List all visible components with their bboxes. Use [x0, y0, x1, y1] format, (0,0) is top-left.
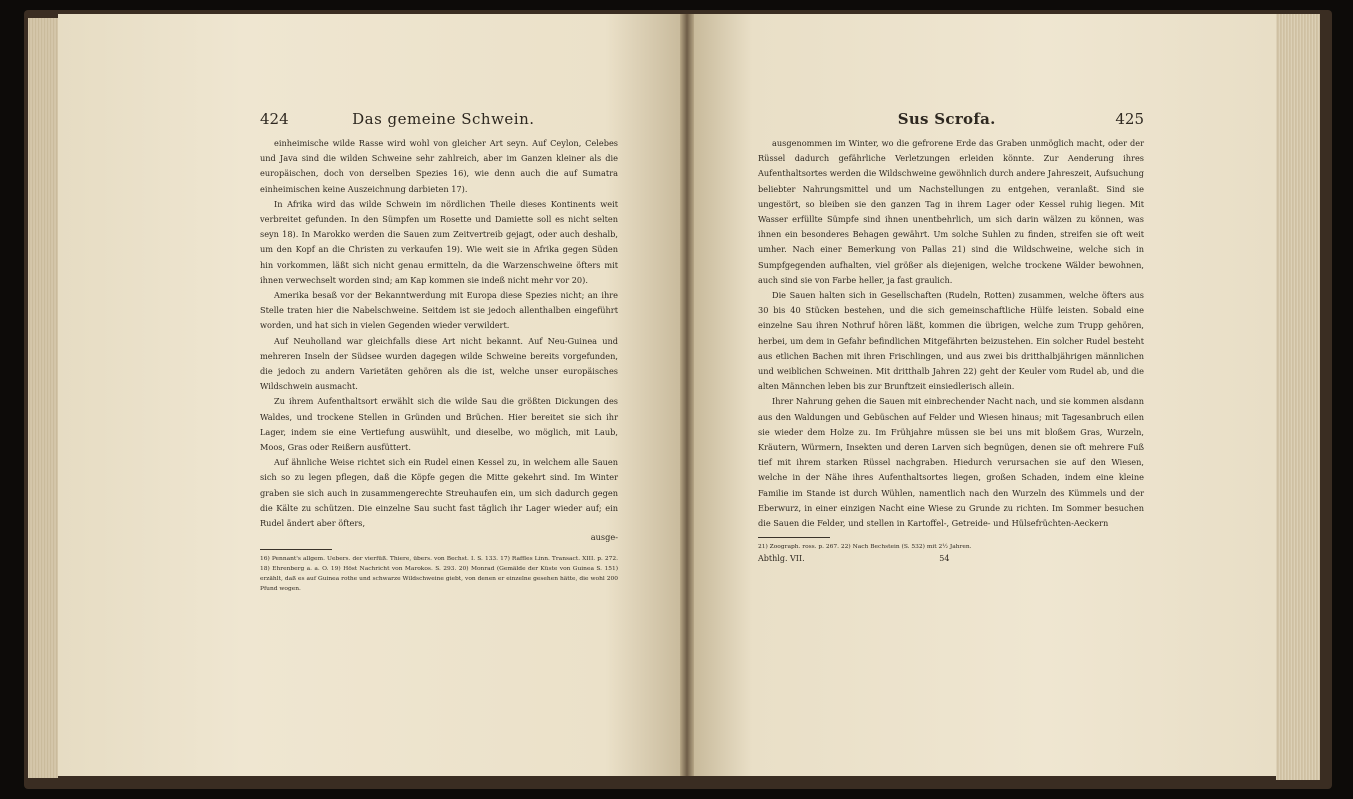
page-edges-right: [1276, 14, 1320, 780]
running-title: Das gemeine Schwein.: [352, 110, 535, 128]
page-edges-left: [28, 18, 58, 778]
right-footnotes: [758, 542, 1144, 552]
sheet-number: 54: [939, 554, 950, 564]
signature: Abthlg. VII.: [758, 554, 805, 564]
paragraph: Amerika besaß vor der Bekanntwerdung mit Europa diese Spezies nicht; an ihre Stelle traten hier die Nabelschweine. Seitdem ist sie jedoch allenthalben eingeführt worden, und hat sich in vielen Gegenden wieder verwildert.: [260, 290, 618, 331]
left-page-header: [260, 110, 618, 128]
paragraph: einheimische wilde Rasse wird wohl von gleicher Art seyn. Auf Ceylon, Celebes und Java sind die wilden Schweine sehr zahlreich, aber im Ganzen kleiner als die europäischen, doch von derselben Spezies 16), wie denn auch die auf Sumatra einheimischen keine Auszeichnung darbieten 17).: [260, 138, 618, 194]
footnote-rule: [260, 549, 332, 550]
right-page-body: [758, 136, 1144, 531]
paragraph: Zu ihrem Aufenthaltsort erwählt sich die wilde Sau die größten Dickungen des Waldes, und trockene Stellen in Gründen und Brüchen. Hier bereitet sie sich ihr Lager, indem sie eine Vertiefung auswühlt, und dieselbe, wo möglich, mit Laub, Moos, Gras oder Reißern ausfüttert.: [260, 396, 618, 453]
paragraph: Auf Neuholland war gleichfalls diese Art nicht bekannt. Auf Neu-Guinea und mehreren Inseln der Südsee wurden dagegen wilde Schweine bereits vorgefunden, die jedoch zu andern Varietäten gehören als die ist, welche unser europäisches Wildschwein ausmacht.: [260, 335, 618, 392]
signature-line: [758, 554, 1144, 563]
paragraph: Auf ähnliche Weise richtet sich ein Rudel einen Kessel zu, in welchem alle Sauen sich so zu legen pflegen, daß die Köpfe gegen die Mitte gekehrt sind. Im Winter graben sie sich auch in zusammengerechte Streuhaufen ein, um sich dadurch gegen die Kälte zu schützen. Die einzelne Sau sucht fast täglich ihr Lager wieder auf; ein Rudel ändert aber öfters,: [260, 457, 618, 529]
paragraph: ausgenommen im Winter, wo die gefrorene Erde das Graben unmöglich macht, oder der Rüssel dadurch gefährliche Verletzungen erleiden könnte. Zur Aenderung ihres Aufenthaltsortes werden die Wildschweine gewöhnlich durch andere Jahreszeit, Aufsuchung beliebter Nahrungsmittel und um Nachstellungen zu entgehen, veranlaßt. Sind sie ungestört, so bleiben sie den ganzen Tag in ihrem Lager oder Kessel ruhig liegen. Mit Wasser erfüllte Sümpfe sind ihnen unentbehrlich, um sich darin wälzen zu können, was ihnen ein besonderes Behagen gewährt. Um solche Suhlen zu finden, streifen sie oft weit umher. Nach einer Bemerkung von Pallas 21) sind die Wildschweine, welche sich in Sumpfgegenden aufhalten, viel größer als diejenigen, welche trockene Wälder bewohnen, auch sind sie von Farbe heller, ja fast graulich.: [758, 138, 1144, 285]
footnote: 16) Pennant's allgem. Uebers. der vierfüß. Thiere, übers. von Bechst. I. S. 133. 17) Raffles Linn. Transact. XIII. p. 272. 18) Ehrenberg a. a. O. 19) Höst Nachricht von Marokos. S. 293. 20) Monrad (Gemälde der Küste von Guinea S. 151) erzählt, daß es auf Guinea rothe und schwarze Wildschweine giebt, von denen er einzelne gesehen hätte, die wohl 200 Pfund wogen.: [260, 556, 618, 593]
book-gutter: [680, 14, 694, 776]
left-page-body: [260, 136, 618, 531]
paragraph: Ihrer Nahrung gehen die Sauen mit einbrechender Nacht nach, und sie kommen alsdann aus den Waldungen und Gebüschen auf Felder und Wiesen hinaus; mit Tagesanbruch eilen sie wieder dem Holze zu. Im Frühjahre müssen sie bei uns mit bloßem Gras, Wurzeln, Kräutern, Würmern, Insekten und deren Larven sich begnügen, denen sie oft mehrere Fuß tief mit ihrem starken Rüssel nachgraben. Hiedurch verursachen sie auf den Wiesen, welche in der Nähe ihres Aufenthaltsortes liegen, großen Schaden, indem eine kleine Familie im Stande ist durch Wühlen, namentlich nach den Wurzeln des Kümmels und der Eberwurz, in einer einzigen Nacht eine Wiese zu Grunde zu richten. Im Sommer besuchen die Sauen die Felder, und stellen in Kartoffel-, Getreide- und Hülsefrüchten-Aeckern: [758, 396, 1144, 529]
page-number: 424: [260, 110, 289, 128]
paragraph: In Afrika wird das wilde Schwein im nördlichen Theile dieses Kontinents weit verbreitet gefunden. In den Sümpfen um Rosette und Damiette soll es nicht selten seyn 18). In Marokko werden die Sauen zum Zeitvertreib gejagt, oder auch deshalb, um den Kopf an die Christen zu verkaufen 19). Wie weit sie in Afrika gegen Süden hin vorkommen, läßt sich nicht genau ermitteln, da die Warzenschweine öfters mit ihnen verwechselt worden sind; am Kap kommen sie indeß nicht mehr vor 20).: [260, 198, 618, 285]
catchword: ausge-: [590, 532, 618, 543]
footnote: 21) Zoograph. ross. p. 267. 22) Nach Bechstein (S. 532) mit 2½ Jahren.: [758, 544, 972, 551]
footnote-rule: [758, 537, 830, 538]
running-title: Sus Scrofa.: [897, 110, 996, 128]
left-footnotes: [260, 554, 618, 594]
right-page-header: [758, 110, 1144, 128]
left-page-text: [260, 110, 618, 594]
paragraph: Die Sauen halten sich in Gesellschaften (Rudeln, Rotten) zusammen, welche öfters aus 30 bis 40 Stücken bestehen, und die sich gemeinschaftliche Hülfe leisten. Sobald eine einzelne Sau ihren Nothruf hören läßt, kommen die übrigen, welche zum Trupp gehören, herbei, um dem in Gefahr befindlichen Mitgefährten beizustehen. Ein solcher Rudel besteht aus etlichen Bachen mit ihren Frischlingen, und aus zwei bis dritthalbjährigen männlichen und weiblichen Schweinen. Mit dritthalb Jahren 22) geht der Keuler vom Rudel ab, und die alten Männchen leben bis zur Brunftzeit einsiedlerisch allein.: [758, 290, 1144, 392]
right-page-text: [758, 110, 1144, 563]
page-number: 425: [1115, 110, 1144, 128]
